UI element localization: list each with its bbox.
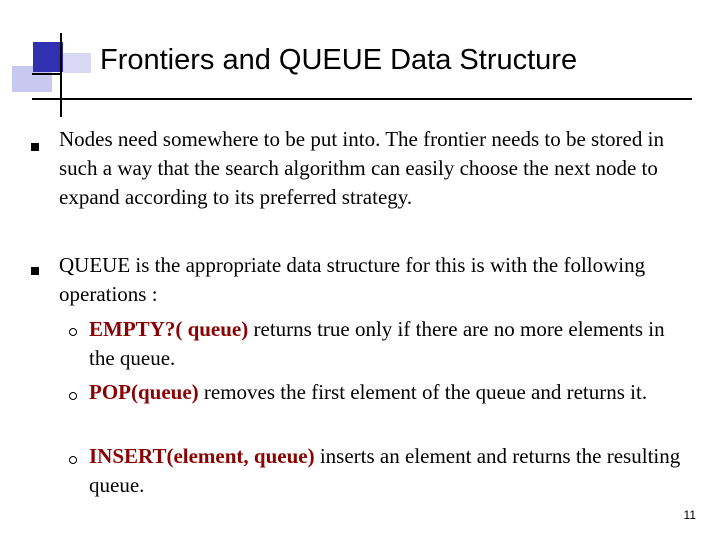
operation-item xyxy=(89,442,689,500)
sub-bullet-circle-icon xyxy=(69,456,77,464)
operation-keyword: EMPTY?( queue) xyxy=(89,317,249,341)
slide-title: Frontiers and QUEUE Data Structure xyxy=(100,44,578,76)
operation-description: returns true only if there are no more elements in the queue. xyxy=(89,317,665,370)
page-number: 11 xyxy=(683,508,696,522)
operation-keyword: INSERT(element, queue) xyxy=(89,444,315,468)
operation-item xyxy=(89,378,689,407)
operation-item xyxy=(89,315,689,373)
bullet-text: Nodes need somewhere to be put into. The frontier needs to be stored in such a way that the search algorithm can easily choose the next node to expand according to its preferred strategy. xyxy=(59,127,664,209)
bullet-square-icon xyxy=(31,267,39,275)
bullet-square-icon xyxy=(31,143,39,151)
decor-short-line xyxy=(32,73,62,75)
operation-keyword: POP(queue) xyxy=(89,380,199,404)
bullet-text: QUEUE is the appropriate data structure for this is with the following operations : xyxy=(59,253,646,306)
sub-bullet-circle-icon xyxy=(69,392,77,400)
decor-light-square xyxy=(63,53,91,73)
decor-vertical-line xyxy=(60,33,62,117)
operation-description: inserts an element and returns the resulting queue. xyxy=(89,444,681,497)
sub-bullet-circle-icon xyxy=(69,328,77,336)
operation-description: removes the first element of the queue and returns it. xyxy=(198,380,648,404)
decor-blue-square xyxy=(33,42,63,72)
title-underline xyxy=(32,98,692,100)
